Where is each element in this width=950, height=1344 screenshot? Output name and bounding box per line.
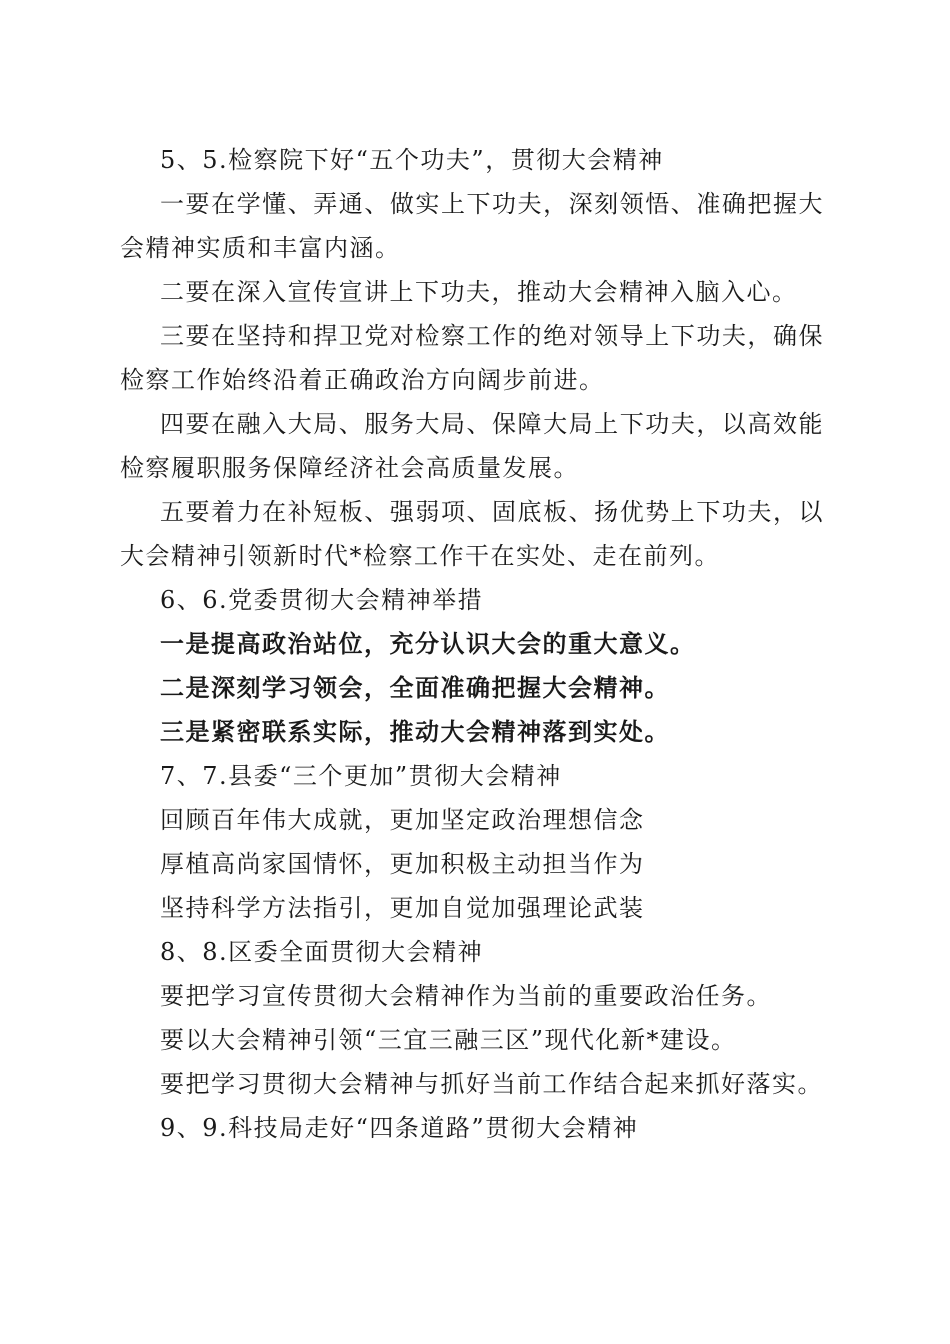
paragraph: 五要着力在补短板、强弱项、固底板、扬优势上下功夫，以大会精神引领新时代*检察工作干在实处、走在前列。 (120, 498, 824, 570)
paragraph: 回顾百年伟大成就，更加坚定政治理想信念 (160, 806, 645, 834)
section-heading-7: 7、7.县委“三个更加”贯彻大会精神 (160, 762, 562, 790)
bold-paragraph: 二是深刻学习领会，全面准确把握大会精神。 (160, 673, 670, 702)
section-heading-6: 6、6.党委贯彻大会精神举措 (160, 586, 484, 614)
paragraph: 要以大会精神引领“三宜三融三区”现代化新*建设。 (160, 1026, 737, 1054)
paragraph: 四要在融入大局、服务大局、保障大局上下功夫，以高效能检察履职服务保障经济社会高质量发展。 (120, 410, 824, 482)
paragraph: 厚植高尚家国情怀，更加积极主动担当作为 (160, 850, 645, 878)
section-heading-9: 9、9.科技局走好“四条道路”贯彻大会精神 (160, 1114, 639, 1142)
paragraph: 三要在坚持和捍卫党对检察工作的绝对领导上下功夫，确保检察工作始终沿着正确政治方向阔步前进。 (120, 322, 824, 394)
document-body (120, 138, 824, 1150)
bold-paragraph: 三是紧密联系实际，推动大会精神落到实处。 (160, 717, 670, 746)
paragraph: 坚持科学方法指引，更加自觉加强理论武装 (160, 894, 645, 922)
bold-paragraph: 一是提高政治站位，充分认识大会的重大意义。 (160, 629, 696, 658)
paragraph: 要把学习宣传贯彻大会精神作为当前的重要政治任务。 (160, 982, 772, 1010)
section-heading-5: 5、5.检察院下好“五个功夫”，贯彻大会精神 (160, 146, 664, 174)
paragraph: 一要在学懂、弄通、做实上下功夫，深刻领悟、准确把握大会精神实质和丰富内涵。 (120, 190, 824, 262)
paragraph: 要把学习贯彻大会精神与抓好当前工作结合起来抓好落实。 (160, 1070, 823, 1098)
section-heading-8: 8、8.区委全面贯彻大会精神 (160, 938, 484, 966)
paragraph: 二要在深入宣传宣讲上下功夫，推动大会精神入脑入心。 (160, 278, 798, 306)
